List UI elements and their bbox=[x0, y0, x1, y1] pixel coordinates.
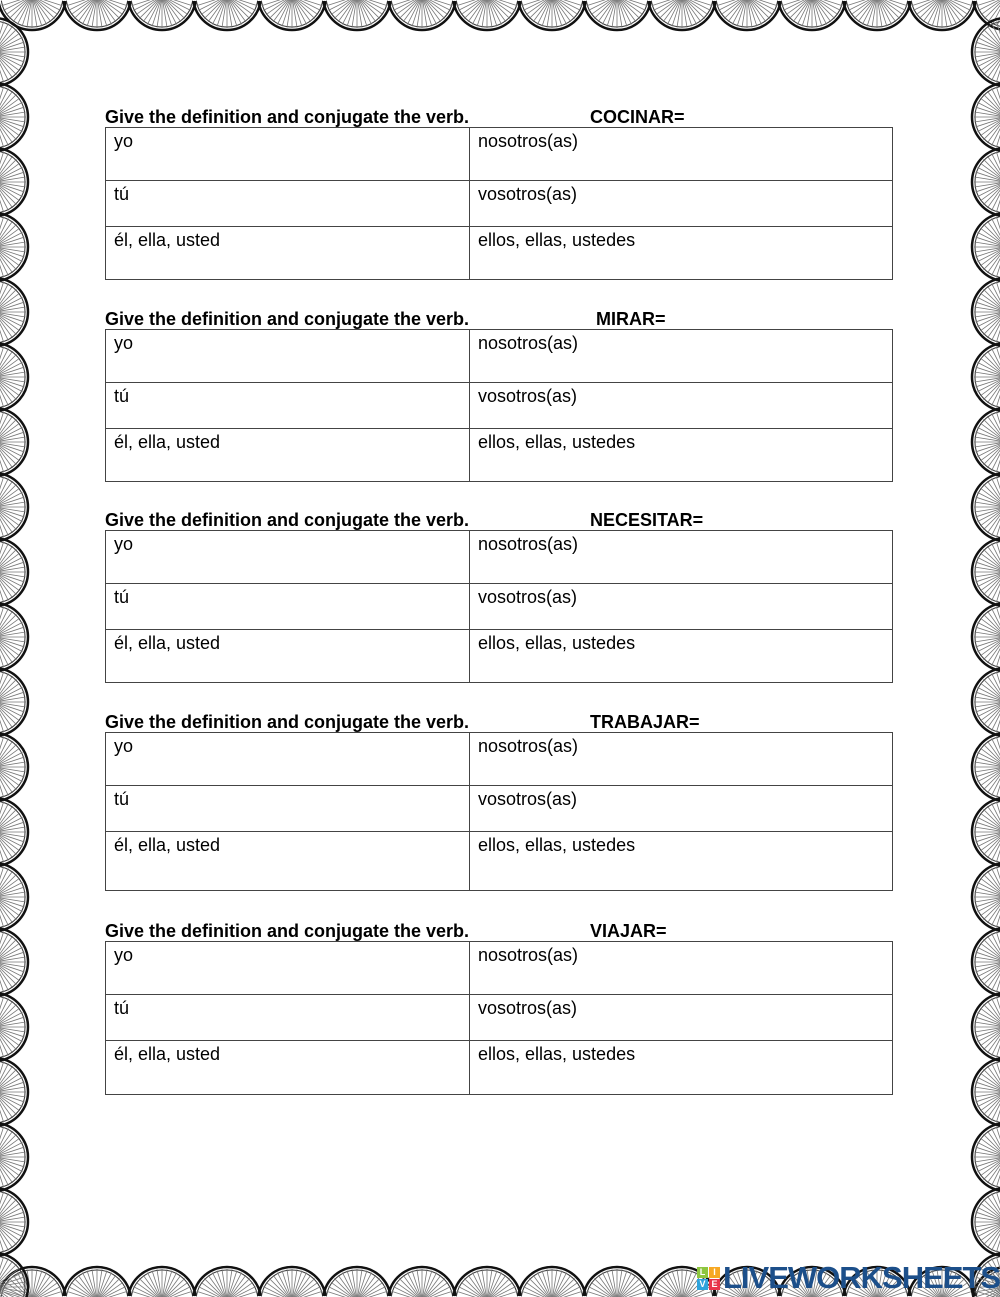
section-title bbox=[105, 921, 893, 941]
verb-section-trabajar bbox=[105, 712, 893, 891]
pronoun-cell[interactable]: él, ella, usted bbox=[106, 429, 470, 482]
verb-section-viajar bbox=[105, 921, 893, 1095]
pronoun-cell[interactable]: él, ella, usted bbox=[106, 227, 470, 280]
pronoun-cell[interactable]: nosotros(as) bbox=[470, 942, 893, 995]
logo-tiles-icon: L I V E bbox=[697, 1267, 720, 1290]
verb-section-cocinar bbox=[105, 107, 893, 280]
verb-section-mirar bbox=[105, 309, 893, 482]
table-row bbox=[106, 1041, 893, 1095]
pronoun-cell[interactable]: vosotros(as) bbox=[470, 383, 893, 429]
pronoun-cell[interactable]: tú bbox=[106, 181, 470, 227]
pronoun-cell[interactable]: él, ella, usted bbox=[106, 832, 470, 891]
verb-label: COCINAR= bbox=[590, 107, 685, 127]
pronoun-cell[interactable]: tú bbox=[106, 584, 470, 630]
table-row bbox=[106, 733, 893, 786]
instruction-text: Give the definition and conjugate the verb. bbox=[105, 712, 470, 732]
table-row bbox=[106, 128, 893, 181]
conjugation-table bbox=[105, 329, 893, 482]
verb-section-necesitar bbox=[105, 510, 893, 683]
pronoun-cell[interactable]: vosotros(as) bbox=[470, 995, 893, 1041]
table-row bbox=[106, 531, 893, 584]
pronoun-cell[interactable]: vosotros(as) bbox=[470, 786, 893, 832]
instruction-text: Give the definition and conjugate the verb. bbox=[105, 309, 470, 329]
table-row bbox=[106, 584, 893, 630]
pronoun-cell[interactable]: él, ella, usted bbox=[106, 630, 470, 683]
pronoun-cell[interactable]: nosotros(as) bbox=[470, 330, 893, 383]
pronoun-cell[interactable]: él, ella, usted bbox=[106, 1041, 470, 1095]
pronoun-cell[interactable]: ellos, ellas, ustedes bbox=[470, 1041, 893, 1095]
logo-text: LIVEWORKSHEETS bbox=[723, 1260, 1000, 1295]
pronoun-cell[interactable]: vosotros(as) bbox=[470, 181, 893, 227]
section-title bbox=[105, 510, 893, 530]
verb-label: TRABAJAR= bbox=[590, 712, 700, 732]
pronoun-cell[interactable]: tú bbox=[106, 383, 470, 429]
table-row bbox=[106, 786, 893, 832]
pronoun-cell[interactable]: vosotros(as) bbox=[470, 584, 893, 630]
section-title bbox=[105, 712, 893, 732]
table-row bbox=[106, 630, 893, 683]
conjugation-table bbox=[105, 941, 893, 1095]
pronoun-cell[interactable]: nosotros(as) bbox=[470, 128, 893, 181]
pronoun-cell[interactable]: tú bbox=[106, 995, 470, 1041]
section-title bbox=[105, 107, 893, 127]
pronoun-cell[interactable]: ellos, ellas, ustedes bbox=[470, 630, 893, 683]
pronoun-cell[interactable]: yo bbox=[106, 330, 470, 383]
table-row bbox=[106, 383, 893, 429]
liveworksheets-logo bbox=[697, 1262, 1000, 1294]
table-row bbox=[106, 330, 893, 383]
pronoun-cell[interactable]: tú bbox=[106, 786, 470, 832]
pronoun-cell[interactable]: ellos, ellas, ustedes bbox=[470, 832, 893, 891]
pronoun-cell[interactable]: nosotros(as) bbox=[470, 733, 893, 786]
verb-label: VIAJAR= bbox=[590, 921, 667, 941]
pronoun-cell[interactable]: yo bbox=[106, 128, 470, 181]
conjugation-table bbox=[105, 530, 893, 683]
pronoun-cell[interactable]: ellos, ellas, ustedes bbox=[470, 227, 893, 280]
table-row bbox=[106, 429, 893, 482]
instruction-text: Give the definition and conjugate the verb. bbox=[105, 510, 470, 530]
conjugation-table bbox=[105, 732, 893, 891]
pronoun-cell[interactable]: nosotros(as) bbox=[470, 531, 893, 584]
pronoun-cell[interactable]: yo bbox=[106, 531, 470, 584]
verb-label: MIRAR= bbox=[596, 309, 666, 329]
conjugation-table bbox=[105, 127, 893, 280]
table-row bbox=[106, 942, 893, 995]
table-row bbox=[106, 832, 893, 891]
pronoun-cell[interactable]: yo bbox=[106, 733, 470, 786]
table-row bbox=[106, 995, 893, 1041]
section-title bbox=[105, 309, 893, 329]
instruction-text: Give the definition and conjugate the verb. bbox=[105, 107, 470, 127]
pronoun-cell[interactable]: ellos, ellas, ustedes bbox=[470, 429, 893, 482]
table-row bbox=[106, 227, 893, 280]
instruction-text: Give the definition and conjugate the verb. bbox=[105, 921, 470, 941]
table-row bbox=[106, 181, 893, 227]
pronoun-cell[interactable]: yo bbox=[106, 942, 470, 995]
verb-label: NECESITAR= bbox=[590, 510, 704, 530]
